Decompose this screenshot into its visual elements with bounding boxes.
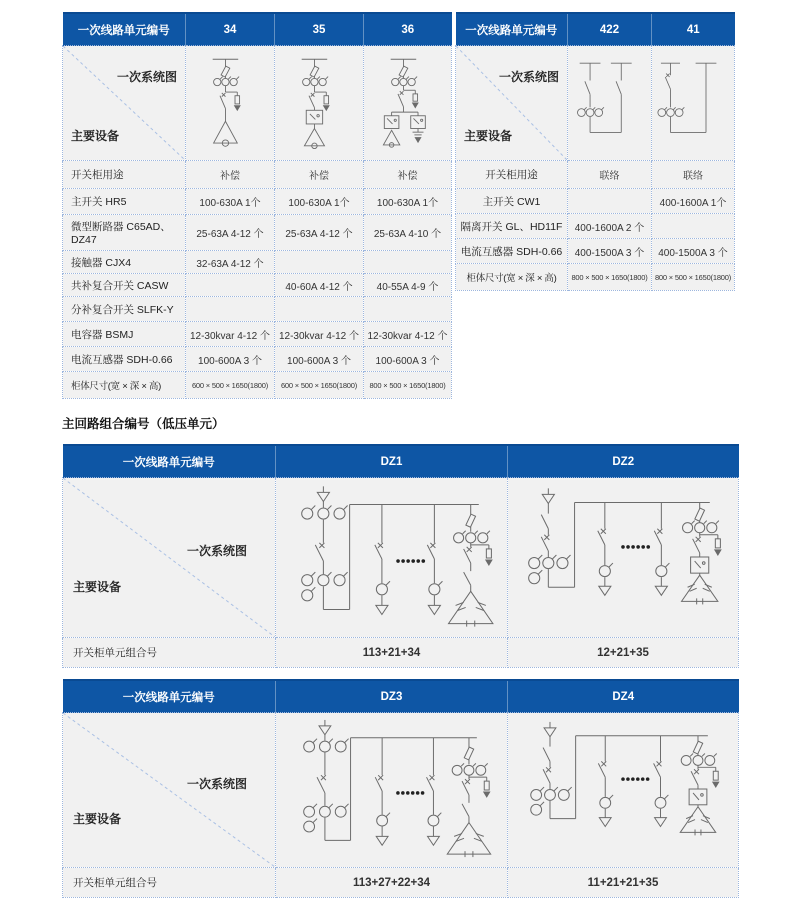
- header-unit-dz1: DZ1: [276, 445, 508, 478]
- row-label: 分补复合开关 SLFK-Y: [63, 297, 186, 322]
- cell-value: 400-1600A 1个: [652, 189, 735, 214]
- circuit-diagram-dz1: [276, 478, 508, 638]
- cell-value: 600 × 500 × 1650(1800): [275, 372, 364, 399]
- circuit-diagram-41: [652, 46, 735, 161]
- diagonal-label-cell: [456, 46, 568, 161]
- cell-value: 400-1500A 3 个: [652, 239, 735, 264]
- cell-value: 100-630A 1个: [364, 189, 452, 215]
- cell-value: 联络: [568, 161, 652, 189]
- row-label: 主开关 CW1: [456, 189, 568, 214]
- cell-value: [652, 214, 735, 239]
- row-label: 主开关 HR5: [63, 189, 186, 215]
- header-unit-label: 一次线路单元编号: [63, 445, 276, 478]
- cell-value: [275, 251, 364, 274]
- combo-value-dz3: 113+27+22+34: [276, 868, 508, 898]
- cell-value: 25-63A 4-12 个: [186, 215, 275, 251]
- cell-value: 12-30kvar 4-12 个: [275, 322, 364, 347]
- circuit-diagram-dz2: [508, 478, 739, 638]
- cell-value: 25-63A 4-10 个: [364, 215, 452, 251]
- circuit-diagram-dz3: [276, 713, 508, 868]
- cell-value: 40-60A 4-12 个: [275, 274, 364, 297]
- diagonal-label-cell: [63, 713, 276, 868]
- spec-table-compensation: [62, 12, 452, 399]
- row-label: 电流互感器 SDH-0.66: [456, 239, 568, 264]
- spec-table-tie: [455, 12, 735, 291]
- cell-value: 400-1500A 3 个: [568, 239, 652, 264]
- sys-diagram-label: 一次系统图: [116, 70, 177, 84]
- cell-value: [364, 297, 452, 322]
- main-equip-label: 主要设备: [73, 580, 122, 594]
- circuit-diagram-dz4: [508, 713, 739, 868]
- header-unit-34: 34: [186, 13, 275, 46]
- row-label: 柜体尺寸(宽 × 深 × 高): [456, 264, 568, 291]
- cell-value: 32-63A 4-12 个: [186, 251, 275, 274]
- row-label: 电流互感器 SDH-0.66: [63, 347, 186, 372]
- main-equip-label: 主要设备: [73, 812, 122, 826]
- row-label: 柜体尺寸(宽 × 深 × 高): [63, 372, 186, 399]
- row-label: 开关柜用途: [456, 161, 568, 189]
- circuit-diagram-34: [186, 46, 275, 161]
- combo-row-label: 开关柜单元组合号: [63, 868, 276, 898]
- combo-value-dz2: 12+21+35: [508, 638, 739, 668]
- cell-value: 800 × 500 × 1650(1800): [652, 264, 735, 291]
- header-unit-dz2: DZ2: [508, 445, 739, 478]
- section-title: 主回路组合编号（低压单元）: [62, 417, 225, 431]
- row-label: 隔离开关 GL、HD11F: [456, 214, 568, 239]
- cell-value: 100-600A 3 个: [275, 347, 364, 372]
- diagonal-label-cell: [63, 478, 276, 638]
- cell-value: 12-30kvar 4-12 个: [364, 322, 452, 347]
- cell-value: 补偿: [364, 161, 452, 189]
- header-unit-dz3: DZ3: [276, 680, 508, 713]
- header-unit-36: 36: [364, 13, 452, 46]
- cell-value: 联络: [652, 161, 735, 189]
- cell-value: [275, 297, 364, 322]
- cell-value: [186, 297, 275, 322]
- header-unit-label: 一次线路单元编号: [456, 13, 568, 46]
- row-label: 共补复合开关 CASW: [63, 274, 186, 297]
- combo-table-1: [62, 444, 739, 668]
- header-unit-label: 一次线路单元编号: [63, 680, 276, 713]
- header-unit-41: 41: [652, 13, 735, 46]
- circuit-diagram-36: [364, 46, 452, 161]
- cell-value: [186, 274, 275, 297]
- cell-value: 100-600A 3 个: [364, 347, 452, 372]
- cell-value: 补偿: [186, 161, 275, 189]
- cell-value: 40-55A 4-9 个: [364, 274, 452, 297]
- cell-value: 800 × 500 × 1650(1800): [568, 264, 652, 291]
- main-equip-label: 主要设备: [71, 129, 120, 143]
- cell-value: [568, 189, 652, 214]
- header-unit-422: 422: [568, 13, 652, 46]
- sys-diagram-label: 一次系统图: [186, 544, 247, 558]
- combo-table-2: [62, 679, 739, 898]
- cell-value: 25-63A 4-12 个: [275, 215, 364, 251]
- combo-value-dz4: 11+21+21+35: [508, 868, 739, 898]
- row-label: 开关柜用途: [63, 161, 186, 189]
- cell-value: 12-30kvar 4-12 个: [186, 322, 275, 347]
- header-unit-label: 一次线路单元编号: [63, 13, 186, 46]
- row-label: 电容器 BSMJ: [63, 322, 186, 347]
- diagonal-label-cell: [63, 46, 186, 161]
- row-label: 接触器 CJX4: [63, 251, 186, 274]
- sys-diagram-label: 一次系统图: [186, 777, 247, 791]
- header-unit-35: 35: [275, 13, 364, 46]
- row-label: 微型断路器 C65AD、DZ47: [63, 215, 186, 251]
- main-equip-label: 主要设备: [464, 129, 513, 143]
- sys-diagram-label: 一次系统图: [498, 70, 559, 84]
- circuit-diagram-422: [568, 46, 652, 161]
- cell-value: [364, 251, 452, 274]
- circuit-diagram-35: [275, 46, 364, 161]
- cell-value: 补偿: [275, 161, 364, 189]
- cell-value: 100-600A 3 个: [186, 347, 275, 372]
- cell-value: 100-630A 1个: [186, 189, 275, 215]
- header-unit-dz4: DZ4: [508, 680, 739, 713]
- cell-value: 400-1600A 2 个: [568, 214, 652, 239]
- combo-value-dz1: 113+21+34: [276, 638, 508, 668]
- cell-value: 800 × 500 × 1650(1800): [364, 372, 452, 399]
- cell-value: 600 × 500 × 1650(1800): [186, 372, 275, 399]
- combo-row-label: 开关柜单元组合号: [63, 638, 276, 668]
- cell-value: 100-630A 1个: [275, 189, 364, 215]
